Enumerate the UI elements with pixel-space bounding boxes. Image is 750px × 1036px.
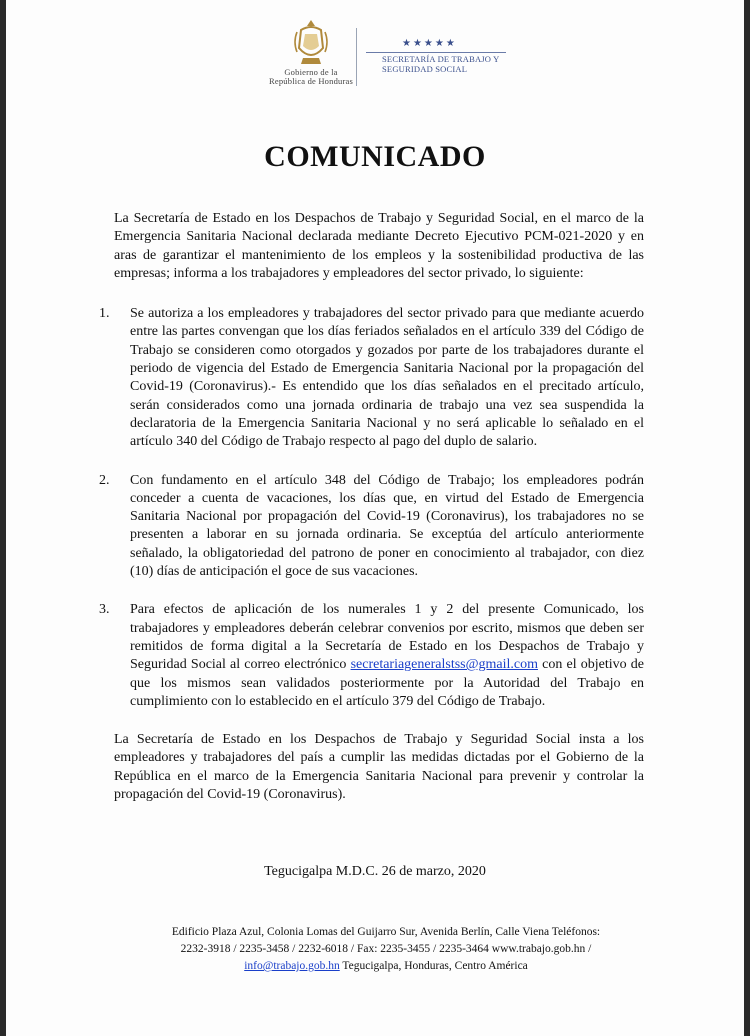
footer-address	[156, 924, 616, 975]
gov-line1: Gobierno de la	[284, 67, 338, 77]
item-number: 2.	[99, 472, 110, 488]
footer-location: Tegucigalpa, Honduras, Centro América	[339, 960, 528, 972]
document-page	[6, 0, 744, 1036]
closing-paragraph: La Secretaría de Estado en los Despachos de Trabajo y Seguridad Social insta a los empleadores y trabajadores del país a cumplir las medidas dictadas por el Gobierno de la República en el marco de la Emergencia Sanitaria Nacional para prevenir y controlar la propagación del Covid-19 (Coronavirus).	[114, 732, 644, 803]
place-date: Tegucigalpa M.D.C. 26 de marzo, 2020	[264, 864, 486, 879]
item-text-after: con el objetivo de que los mismos sean validados posteriormente por la Autoridad del Trabajo en cumplimiento con lo establecido en el artículo 379 del Código de Trabajo.	[130, 657, 645, 709]
secretaria-line2: SEGURIDAD SOCIAL	[382, 63, 468, 74]
gov-line2: República de Honduras	[269, 76, 353, 86]
list-item	[99, 305, 644, 451]
secretaria-logo	[366, 38, 516, 74]
secretaria-line1: SECRETARÍA DE TRABAJO Y	[382, 54, 500, 64]
item-text: Se autoriza a los empleadores y trabajadores del sector privado para que mediante acuerdo entre las partes convengan que los días feriados señalados en el artículo 339 del Código de Trabajo se consideren como otorgados y gozados por parte de los trabajadores durante el periodo de vigencia del Estado de Emergencia Sanitaria Nacional por la propagación del Covid-19 (Coronavirus).- Es entendido que los días señalados en el precitado artículo, serán considerados como una jornada ordinaria de trabajo una vez sea suspendida la declaratoria de la Emergencia Sanitaria Nacional y no será aplicable lo señalado en el artículo 340 del Código de Trabajo respecto al pago del duplo de salario.	[130, 306, 644, 450]
email-link[interactable]: secretariageneralstss@gmail.com	[350, 657, 538, 673]
intro-paragraph: La Secretaría de Estado en los Despachos de Trabajo y Seguridad Social, en el marco de la Emergencia Sanitaria Nacional declarada mediante Decreto Ejecutivo PCM-021-2020 y en aras de garantizar el mantenimiento de los empleos y la sostenibilidad productiva de las empresas; informa a los trabajadores y empleadores del sector privado, lo siguiente:	[114, 211, 644, 281]
item-number: 3.	[99, 602, 110, 618]
document-title: COMUNICADO	[264, 140, 486, 173]
footer-line1: Edificio Plaza Azul, Colonia Lomas del Guijarro Sur, Avenida Berlín, Calle Viena Teléfonos:	[171, 926, 601, 938]
item-text-before: Para efectos de aplicación de los numerales 1 y 2 del presente Comunicado, los trabajadores y empleadores deberán celebrar convenios por escrito, mismos que deben ser remitidos de forma digital a la Secretaría de Estado en los Despachos de Trabajo y Seguridad Social al correo electrónico	[130, 602, 644, 673]
footer-line3	[156, 958, 616, 975]
document-body	[99, 210, 645, 804]
list-item	[99, 601, 645, 711]
header-divider	[356, 28, 357, 86]
letterhead	[6, 0, 744, 100]
government-seal	[266, 18, 356, 96]
logo-rule	[366, 52, 506, 53]
item-number: 1.	[99, 306, 110, 322]
stars-icon: ★★★★★	[402, 38, 457, 49]
list-item	[99, 472, 644, 582]
footer-line2: 2232-3918 / 2235-3458 / 2232-6018 / Fax: 2235-3455 / 2235-3464 www.trabajo.gob.hn /	[180, 943, 592, 955]
coat-of-arms-icon	[291, 18, 331, 68]
numbered-list	[99, 305, 645, 711]
footer-email-link[interactable]: info@trabajo.gob.hn	[244, 960, 340, 972]
item-text: Con fundamento en el artículo 348 del Código de Trabajo; los empleadores podrán conceder a cuenta de vacaciones, los días que, en virtud del Estado de Emergencia Sanitaria Nacional por propagación del Covid-19 (Coronavirus), los trabajadores no se presenten a laborar en su jornada ordinaria. Se exceptúa del artículo anteriormente señalado, la obligatoriedad del patrono de poner en conocimiento al trabajador, con diez (10) días de anticipación el goce de sus vacaciones.	[130, 472, 644, 580]
